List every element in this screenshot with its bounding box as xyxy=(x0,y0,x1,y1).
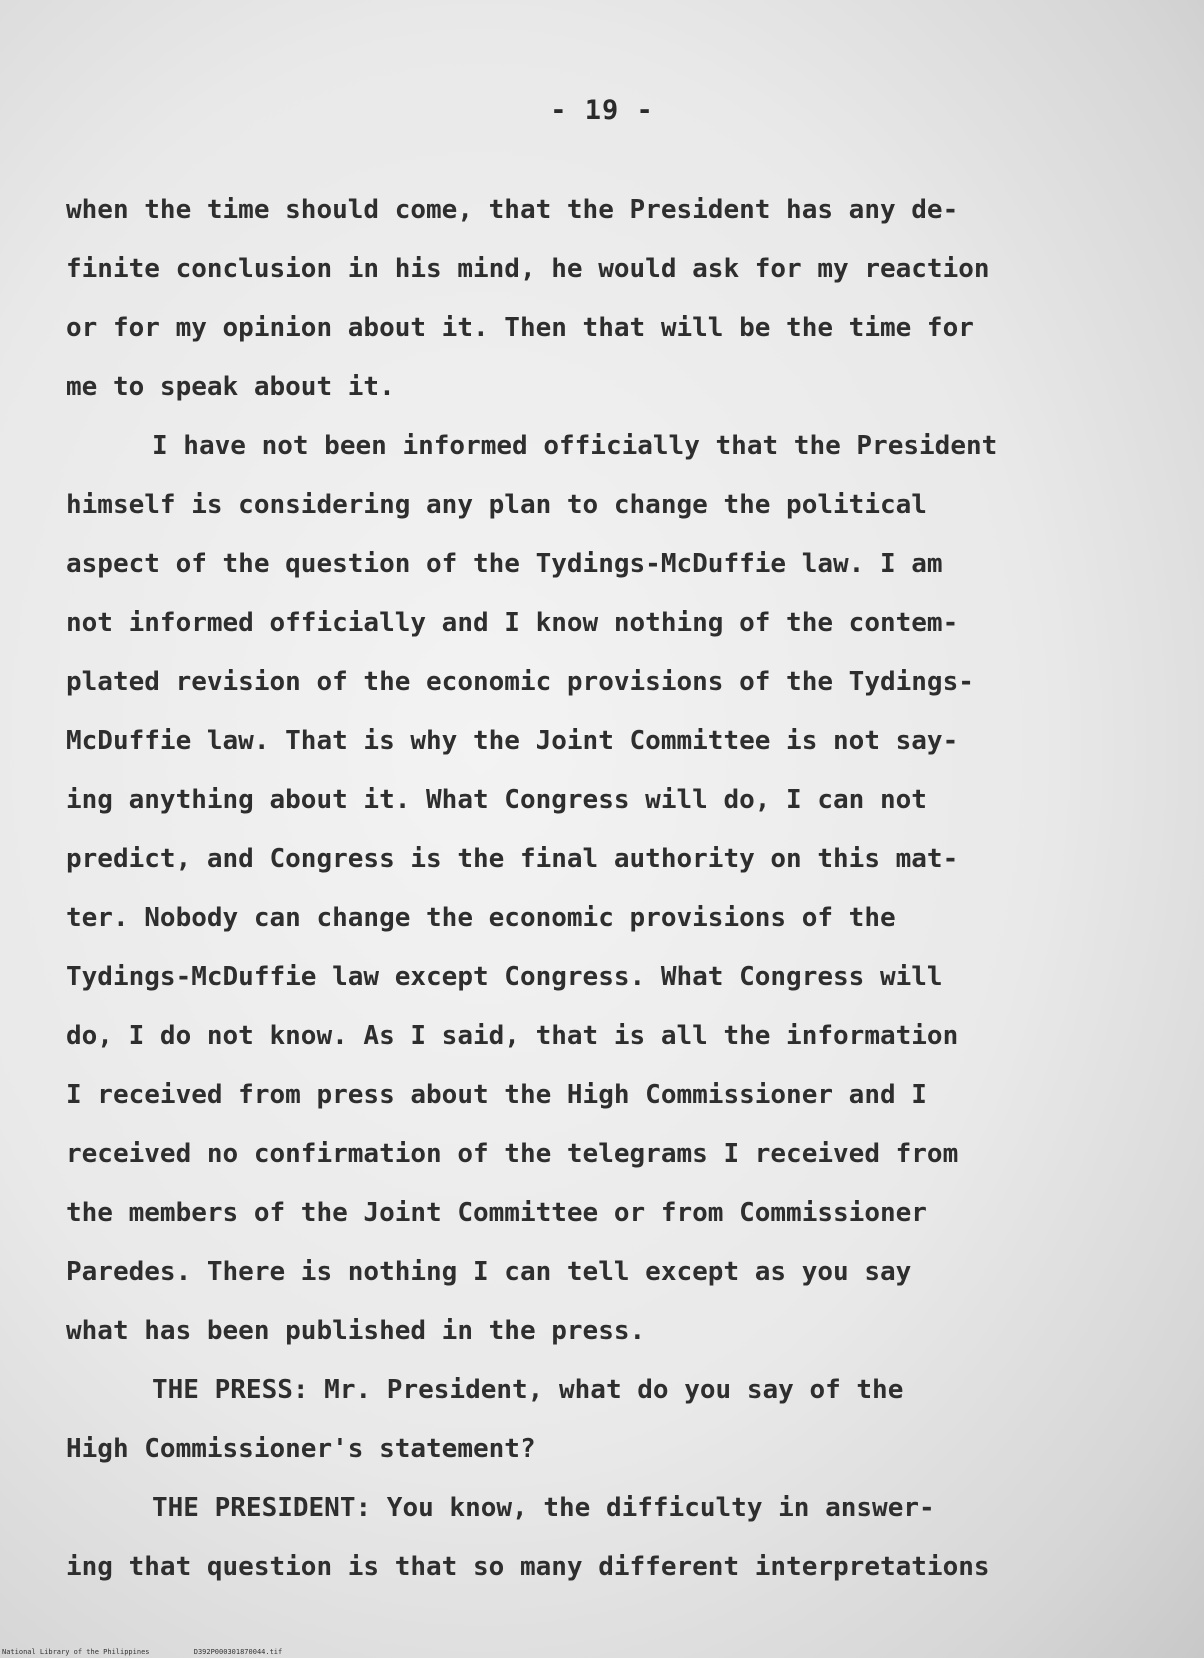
text-line: I received from press about the High Commissioner and I xyxy=(66,1080,927,1110)
press-question-line: THE PRESS: Mr. President, what do you say of the xyxy=(152,1375,904,1405)
library-credit: National Library of the Philippines xyxy=(2,1648,150,1656)
text-line: received no confirmation of the telegrams I received from xyxy=(66,1139,959,1169)
text-line: ing anything about it. What Congress will do, I can not xyxy=(66,785,927,815)
text-line: McDuffie law. That is why the Joint Committee is not say- xyxy=(66,726,959,756)
text-line: aspect of the question of the Tydings-McDuffie law. I am xyxy=(66,549,943,579)
text-line: High Commissioner's statement? xyxy=(66,1434,536,1464)
text-line: ter. Nobody can change the economic provisions of the xyxy=(66,903,896,933)
text-line: what has been published in the press. xyxy=(66,1316,646,1346)
text-line: when the time should come, that the President has any de- xyxy=(66,195,959,225)
text-line: finite conclusion in his mind, he would ask for my reaction xyxy=(66,254,990,284)
file-id: D392P000301870044.tif xyxy=(193,1648,283,1656)
text-line: Tydings-McDuffie law except Congress. What Congress will xyxy=(66,962,943,992)
text-line: me to speak about it. xyxy=(66,372,395,402)
text-line: the members of the Joint Committee or from Commissioner xyxy=(66,1198,927,1228)
text-line: not informed officially and I know nothing of the contem- xyxy=(66,608,959,638)
page-number: - 19 - xyxy=(550,95,654,126)
text-line: or for my opinion about it. Then that will be the time for xyxy=(66,313,974,343)
text-line: ing that question is that so many different interpretations xyxy=(66,1552,990,1582)
scan-footer xyxy=(2,1648,322,1656)
text-line: Paredes. There is nothing I can tell except as you say xyxy=(66,1257,912,1287)
document-body xyxy=(66,181,1146,1597)
text-line: himself is considering any plan to change the political xyxy=(66,490,927,520)
text-line: predict, and Congress is the final authority on this mat- xyxy=(66,844,959,874)
text-line: plated revision of the economic provisions of the Tydings- xyxy=(66,667,974,697)
president-answer-line: THE PRESIDENT: You know, the difficulty in answer- xyxy=(152,1493,935,1523)
paragraph-start-line: I have not been informed officially that the President xyxy=(152,431,998,461)
text-line: do, I do not know. As I said, that is all the information xyxy=(66,1021,959,1051)
